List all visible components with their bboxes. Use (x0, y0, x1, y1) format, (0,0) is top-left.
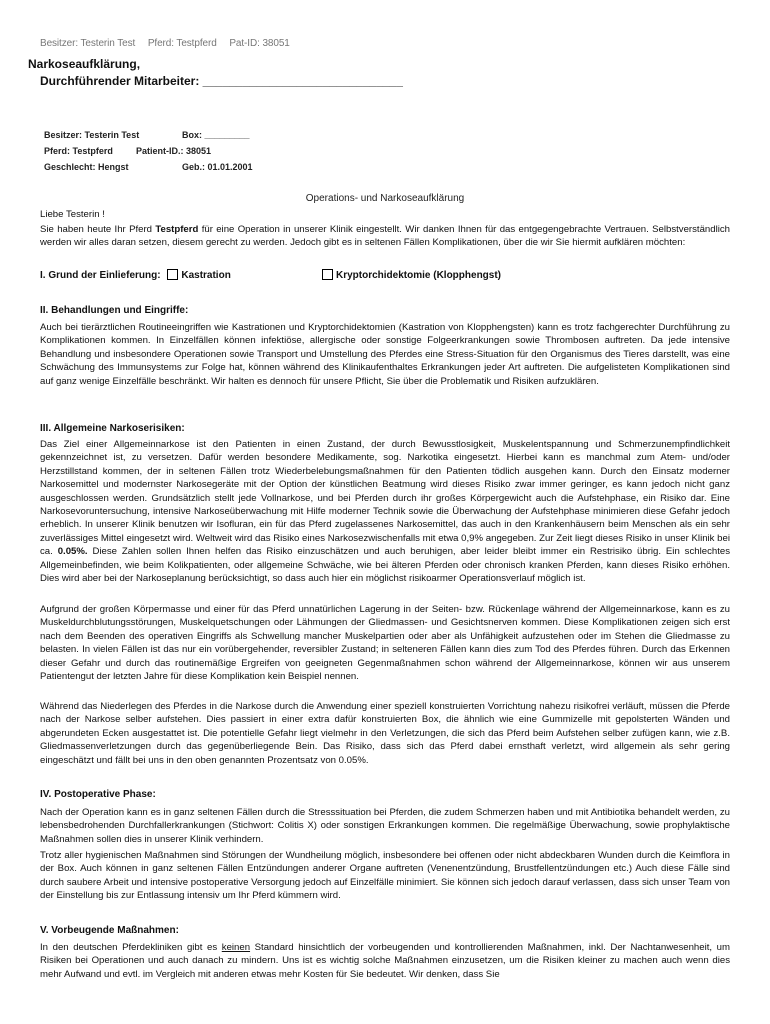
info-sex: Geschlecht: Hengst (44, 162, 129, 172)
option-kryptorchidektomie[interactable]: Kryptorchidektomie (Klopphengst) (322, 269, 501, 281)
emphasis-keinen: keinen (221, 942, 251, 953)
section-3-paragraph-3: Während das Niederlegen des Pferdes in die Narkose durch die Anwendung einer speziell konstruierten Vorrichtung nahezu risikofrei verläuft, müssen die Pferde nach der Narkose selber aufstehen. Dies passiert in einer extra dafür konstruierten Box, die ähnlich wie eine Gummizelle mit gepolsterten Wänden und abgerundeten Ecken ausgestattet ist. Die potentielle Gefahr liegt vielmehr in den Verletzungen, die sich das Pferd beim Aufstehen selber zufügen kann, wie z.B. Gliedmassenverletzungen durch das gegenüberliegende Bein. Das Risiko, dass sich das Pferd dabei ernsthaft verletzt, wird allgemein als sehr gering eingeschätzt und fällt bei uns in den oben genannten Prozentsatz von 0.05%. (40, 701, 730, 766)
header-patient-id: Pat-ID: 38051 (229, 38, 290, 49)
section-5-paragraph-1: In den deutschen Pferdekliniken gibt es keinen Standard hinsichtlich der vorbeugenden und kontrollierenden Maßnahmen, inkl. Der Nachtanwesenheit, um Risiken bei Operationen und auch danach zu mindern. Uns ist es wichtig solche Maßnahmen einzusetzen, um die Risiken kleiner zu machen auch wenn dies mehr Aufwand und evtl. im Vergleich mit anderen etwas mehr Kosten für Sie bedeutet. Wir denken, dass Sie (40, 942, 730, 980)
section-4-paragraph-2: Trotz aller hygienischen Maßnahmen sind Störungen der Wundheilung möglich, insbesondere bei offenen oder nicht abdeckbaren Wunden durch die Keimflora in der Box. Auch können in ganz seltenen Fällen Entzündungen anderer Organe auftreten (Venenentzündung, Brustfellentzündungen etc.) Auch diese Fälle sind durch saubere Arbeit und intensive postoperative Versorgung jedoch auf Einzelfälle minimiert. Sie können sich jedoch darauf verlassen, dass sich unser Team von der Einstellung bis zur Entlassung intensiv um Ihr Pferd kümmern wird. (40, 850, 730, 902)
risk-percentage: 0.05%. (57, 546, 88, 558)
salutation: Liebe Testerin ! (40, 209, 105, 220)
section-4-heading: IV. Postoperative Phase: (40, 789, 156, 800)
checkbox-kryptorchidektomie[interactable] (322, 269, 333, 280)
reason-row (40, 269, 502, 281)
header-owner: Besitzer: Testerin Test (40, 38, 136, 49)
section-2-heading: II. Behandlungen und Eingriffe: (40, 305, 189, 316)
section-4-paragraph-1: Nach der Operation kann es in ganz seltenen Fällen durch die Stresssituation bei Pferden, die zudem Schmerzen haben und mit Antibiotika behandelt werden, zu lebensbedrohenden Durchfallerkrankungen (Stichwort: Colitis X) oder sonstigen Erkrankungen kommen. Die regelmäßige Überwachung, sowie prophylaktische Maßnahmen sollen dies in unserer Klinik verhindern. (40, 807, 730, 845)
info-horse: Pferd: Testpferd (44, 146, 113, 156)
header-horse: Pferd: Testpferd (147, 38, 217, 49)
intro-paragraph: Sie haben heute Ihr Pferd Testpferd für eine Operation in unserer Klinik eingestellt. Wir danken Ihnen für das entgegengebrachte Vertrauen. Selbstverständlich werden wir alles daran setzen, diesem gerecht zu werden. Jedoch gibt es in seltenen Fällen Komplikationen, über die wir Sie hiermit aufklären möchten: (40, 224, 730, 249)
reason-label: I. Grund der Einlieferung: (40, 270, 161, 281)
option-kastration[interactable]: Kastration (167, 270, 230, 281)
section-3-heading: III. Allgemeine Narkoserisiken: (40, 423, 185, 434)
page-title: Narkoseaufklärung, (28, 57, 141, 71)
staff-line: Durchführender Mitarbeiter: ______________________________ (40, 74, 403, 88)
info-patient-id: Patient-ID.: 38051 (136, 146, 212, 156)
info-box: Box: _________ (182, 130, 250, 140)
info-owner: Besitzer: Testerin Test (44, 130, 140, 140)
section-2-text: Auch bei tierärztlichen Routineeingriffen wie Kastrationen und Kryptorchidektomien (Kastration von Klopphengsten) kann es trotz fachgerechter Durchführung zu Komplikationen kommen. In Einzelfällen können infektiöse, allergische oder sonstige Folgeerkrankungen sowie Thrombosen auftreten. Da jede intensive Behandlung und insbesondere Operationen sowie Transport und Umstellung des Pferdes eine Stress-Situation für den Organismus des Tieres darstellt, was eine Schwächung des Immunsystems zur Folge hat, können während des Klinikaufenthaltes Erkrankungen jeder Art auftreten. Die aufgelisteten Komplikationen sind auf ganz wenige Einzelfälle beschränkt. Wir halten es dennoch für unsere Pflicht, Sie über die Problematik und Risiken aufzuklären. (40, 322, 730, 387)
section-3-paragraph-1: Das Ziel einer Allgemeinnarkose ist den Patienten in einen Zustand, der durch Bewusstlosigkeit, Muskelentspannung und Schmerzunempfindlichkeit gekennzeichnet ist, zu versetzen. Dafür werden besondere Medikamente, sog. Narkotika eingesetzt. Hierbei kann es manchmal zum Atem- und/oder Herzstillstand kommen, der in seltenen Fällen trotz Wiederbelebungsmaßnahmen für den Patienten tödlich ausgehen kann. Durch den Einsatz moderner Narkosemittel und modernster Narkosegeräte mit der Option der künstlichen Beatmung wird dieses Risiko zwar immer geringer, es kann jedoch nicht ganz ausgeschlossen werden. Grundsätzlich stellt jede Vollnarkose, und bei Pferden durch ihr großes Körpergewicht auch die Aufstehphase, ein Risiko dar. Eine Narkosevoruntersuchung, intensive Narkoseüberwachung mit Hilfe moderner Technik sowie die Überwachung der Aufstehphase minimieren diese Gefahr jedoch erheblich. In unserer Klinik benutzen wir Isofluran, ein für das Pferd zugelassenes Narkosemittel, das auch in den Krankenhäusern beim Menschen als ein sehr zuverlässiges Mittel eingesetzt wird. Weltweit wird das Risiko eines Narkosezwischenfalls mit etwa 0,9% angegeben. Zur Zeit liegt dieses Risiko in unser Klinik bei ca. 0.05%. Diese Zahlen sollen Ihnen helfen das Risiko einzuschätzen und auch beruhigen, aber leider bleibt immer ein Restrisiko übrig. Ein schlechtes Allgemeinbefinden, wie beim Kolikpatienten, oder allgemeine Schwäche, wie bei älteren Pferden oder chronisch kranken Pferden, kann dieses Risiko erhöhen. Dies wird aber bei der Narkoseplanung berücksichtigt, so dass auch hier ein möglichst risikoarmer Operationsverlauf möglich ist. (40, 439, 731, 585)
checkbox-kastration[interactable] (167, 269, 178, 280)
page-header (40, 38, 300, 49)
section-3-paragraph-2: Aufgrund der großen Körpermasse und einer für das Pferd unnatürlichen Lagerung in der Seiten- bzw. Rückenlage während der Allgemeinnarkose, kann es zu Muskeldurchblutungsstörungen, Muskelquetschungen oder Lähmungen der Gliedmassen- und Gesichtsnerven kommen. Diese Komplikationen zeigen sich erst nach dem Beenden des operativen Eingriffs als Schwellung mancher Muskelpartien oder aber als Unfähigkeit aufzustehen oder im Stehen die Gliedmasse zu belasten. In vielen Fällen ist das nur ein vorübergehender, reversibler Zustand; in selteneren Fällen kann dies zum Tod des Pferdes führen. Durch das Erkennen dieser Gefahr und durch das routinemäßige Ergreifen von geeigneten Gegenmaßnahmen schon während der Allgemeinnarkose, können wir aus unserem Patientengut der letzten Jahre für diese Komplikation kein Beispiel nennen. (40, 604, 730, 683)
document-title: Operations- und Narkoseaufklärung (305, 193, 465, 204)
info-birth: Geb.: 01.01.2001 (182, 162, 253, 172)
horse-name: Testpferd (155, 224, 199, 235)
section-5-heading: V. Vorbeugende Maßnahmen: (40, 925, 179, 936)
